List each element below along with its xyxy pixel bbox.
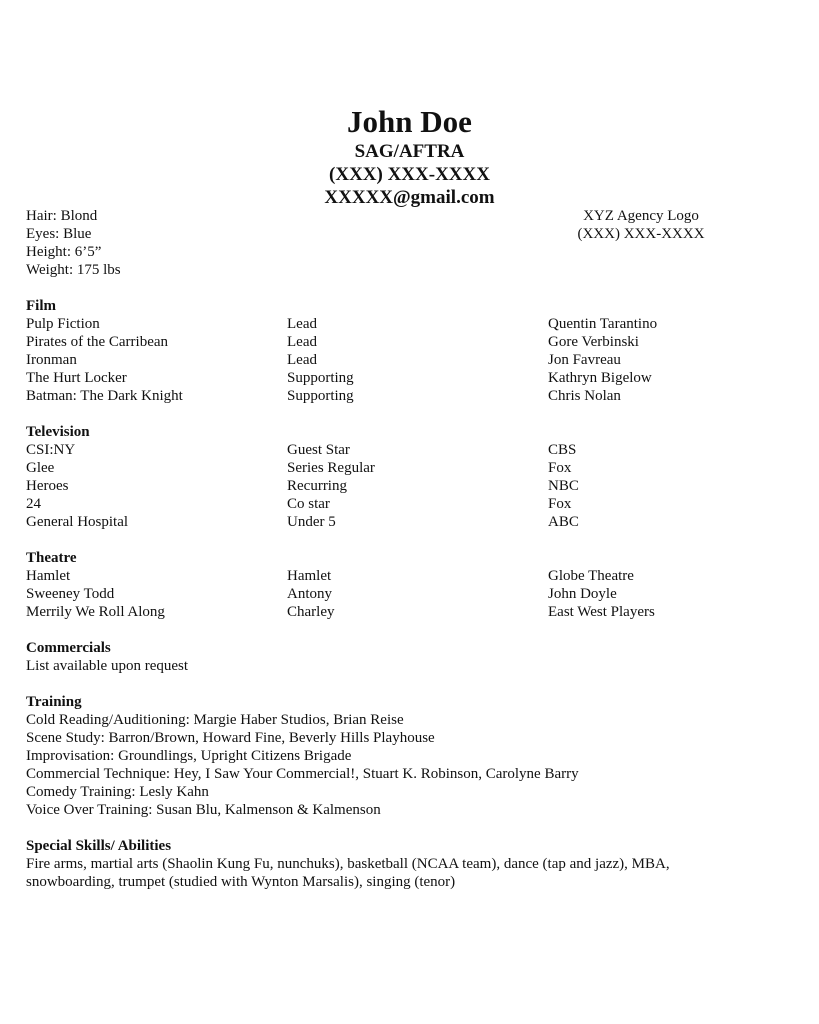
training-line: Cold Reading/Auditioning: Margie Haber Studios, Brian Reise	[26, 712, 404, 728]
credit-project: Merrily We Roll Along	[26, 604, 165, 620]
agency-phone: (XXX) XXX-XXXX	[577, 226, 705, 242]
credit-director: Jon Favreau	[548, 352, 621, 368]
training-line: Voice Over Training: Susan Blu, Kalmenson & Kalmenson	[26, 802, 381, 818]
credit-role: Charley	[287, 604, 335, 620]
credit-project: Heroes	[26, 478, 69, 494]
actor-email: XXXXX@gmail.com	[324, 187, 495, 208]
credit-row	[26, 513, 796, 531]
credit-project: 24	[26, 496, 41, 512]
credit-project: Ironman	[26, 352, 77, 368]
training-line: Comedy Training: Lesly Kahn	[26, 784, 209, 800]
skills-text: Fire arms, martial arts (Shaolin Kung Fu, nunchuks), basketball (NCAA team), dance (tap and jazz), MBA, snowboarding, trumpet (studied with Wynton Marsalis), singing (tenor)	[26, 856, 670, 890]
union-affiliation: SAG/AFTRA	[354, 141, 465, 162]
television-section	[26, 423, 796, 531]
resume-body	[26, 297, 796, 909]
commercials-note: List available upon request	[26, 658, 189, 674]
section-title: Film	[26, 298, 56, 314]
height-stat: Height: 6’5”	[26, 244, 102, 260]
credit-role: Series Regular	[287, 460, 375, 476]
credit-row	[26, 495, 796, 513]
credit-project: CSI:NY	[26, 442, 76, 458]
credit-network: Fox	[548, 496, 572, 512]
skills-section	[26, 837, 796, 891]
credit-director: Kathryn Bigelow	[548, 370, 652, 386]
section-title: Training	[26, 694, 82, 710]
hair-stat: Hair: Blond	[26, 208, 98, 224]
commercials-section	[26, 639, 796, 675]
agency-block	[560, 207, 722, 243]
credit-project: General Hospital	[26, 514, 129, 530]
credit-project: Pirates of the Carribean	[26, 334, 169, 350]
credit-role: Hamlet	[287, 568, 332, 584]
credit-role: Co star	[287, 496, 330, 512]
agency-logo: XYZ Agency Logo	[583, 208, 699, 224]
credit-role: Supporting	[287, 388, 354, 404]
credit-venue: John Doyle	[548, 586, 617, 602]
credit-row	[26, 333, 796, 351]
theatre-section	[26, 549, 796, 621]
credit-row	[26, 441, 796, 459]
credit-row	[26, 603, 796, 621]
training-line: Improvisation: Groundlings, Upright Citizens Brigade	[26, 748, 352, 764]
credit-role: Lead	[287, 316, 317, 332]
credit-row	[26, 459, 796, 477]
credit-row	[26, 585, 796, 603]
weight-stat: Weight: 175 lbs	[26, 262, 121, 278]
physical-stats	[26, 207, 121, 279]
credit-network: CBS	[548, 442, 577, 458]
actor-name: John Doe	[347, 104, 472, 139]
credit-role: Supporting	[287, 370, 354, 386]
credit-role: Guest Star	[287, 442, 350, 458]
credit-role: Lead	[287, 352, 317, 368]
credit-role: Under 5	[287, 514, 336, 530]
credit-role: Recurring	[287, 478, 347, 494]
film-section	[26, 297, 796, 405]
credit-director: Chris Nolan	[548, 388, 621, 404]
credit-venue: Globe Theatre	[548, 568, 634, 584]
credit-network: NBC	[548, 478, 579, 494]
credit-row	[26, 567, 796, 585]
credit-role: Antony	[287, 586, 332, 602]
training-line: Commercial Technique: Hey, I Saw Your Commercial!, Stuart K. Robinson, Carolyne Barry	[26, 766, 579, 782]
credit-director: Quentin Tarantino	[548, 316, 658, 332]
credit-row	[26, 477, 796, 495]
credit-project: Glee	[26, 460, 55, 476]
section-title: Theatre	[26, 550, 77, 566]
credit-venue: East West Players	[548, 604, 655, 620]
section-title: Commercials	[26, 640, 111, 656]
resume-header	[0, 104, 819, 209]
credit-project: Pulp Fiction	[26, 316, 100, 332]
credit-project: Hamlet	[26, 568, 71, 584]
credit-project: Sweeney Todd	[26, 586, 115, 602]
credit-network: ABC	[548, 514, 579, 530]
actor-phone: (XXX) XXX-XXXX	[329, 164, 490, 185]
credit-network: Fox	[548, 460, 572, 476]
credit-director: Gore Verbinski	[548, 334, 639, 350]
eyes-stat: Eyes: Blue	[26, 226, 92, 242]
section-title: Television	[26, 424, 90, 440]
credit-project: The Hurt Locker	[26, 370, 127, 386]
credit-role: Lead	[287, 334, 317, 350]
training-section	[26, 693, 796, 819]
credit-row	[26, 387, 796, 405]
credit-project: Batman: The Dark Knight	[26, 388, 183, 404]
training-line: Scene Study: Barron/Brown, Howard Fine, Beverly Hills Playhouse	[26, 730, 435, 746]
credit-row	[26, 315, 796, 333]
credit-row	[26, 351, 796, 369]
credit-row	[26, 369, 796, 387]
section-title: Special Skills/ Abilities	[26, 838, 172, 854]
